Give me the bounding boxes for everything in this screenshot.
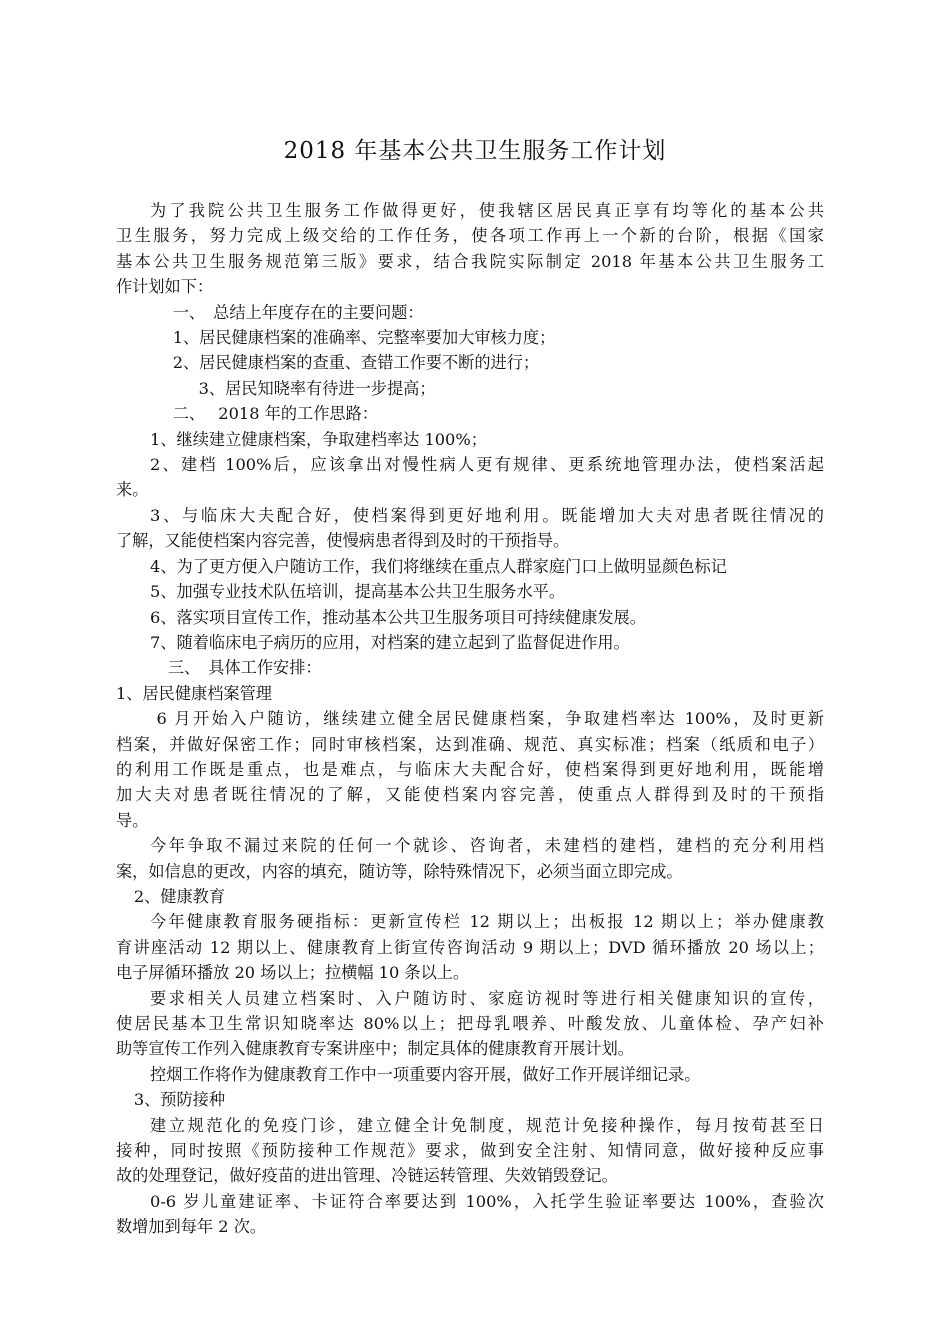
education-line-5: 使居民基本卫生常识知晓率达 80%以上；把母乳喂养、叶酸发放、儿童体检、孕产妇补 xyxy=(116,1014,824,1033)
education-line-2: 育讲座活动 12 期以上、健康教育上街宣传咨询活动 9 期以上；DVD 循环播放 20 场以上； xyxy=(116,937,824,957)
vaccination-line-5: 数增加到每年 2 次。 xyxy=(116,1217,267,1237)
vaccination-line-3: 故的处理登记，做好疫苗的进出管理、冷链运转管理、失效销毁登记。 xyxy=(116,1166,618,1186)
problem-item-1: 1、居民健康档案的准确率、完整率要加大审核力度； xyxy=(172,328,556,348)
section-heading-2: 二、 2018 年的工作思路： xyxy=(172,404,378,424)
problem-item-2: 2、居民健康档案的查重、查错工作要不断的进行； xyxy=(172,353,540,373)
intro-line-3: 基本公共卫生服务规范第三版》要求，结合我院实际制定 2018 年基本公共卫生服务工 xyxy=(116,251,824,271)
idea-item-5: 5、加强专业技术队伍培训，提高基本公共卫生服务水平。 xyxy=(150,582,566,602)
idea-item-1: 1、继续建立健康档案，争取建档率达 100%； xyxy=(150,429,487,449)
document-body xyxy=(116,198,824,1240)
subsection-heading-1: 1、居民健康档案管理 xyxy=(116,683,272,703)
section-heading-3: 三、 具体工作安排： xyxy=(167,658,322,678)
education-line-4: 要求相关人员建立档案时、入户随访时、家庭访视时等进行相关健康知识的宣传， xyxy=(150,988,824,1008)
education-line-6: 助等宣传工作列入健康教育专案讲座中；制定具体的健康教育开展计划。 xyxy=(116,1039,634,1059)
section-heading-1: 一、 总结上年度存在的主要问题： xyxy=(172,302,424,322)
intro-line-1: 为了我院公共卫生服务工作做得更好，使我辖区居民真正享有均等化的基本公共 xyxy=(150,201,824,220)
records-line-5: 导。 xyxy=(116,810,149,830)
education-line-3: 电子屏循环播放 20 场以上；拉横幅 10 条以上。 xyxy=(116,963,470,983)
idea-item-3-line-1: 3、与临床大夫配合好，使档案得到更好地利用。既能增加大夫对患者既往情况的 xyxy=(150,505,824,525)
idea-item-3-line-2: 了解，又能使档案内容完善，使慢病患者得到及时的干预指导。 xyxy=(116,531,570,551)
idea-item-2-line-1: 2、建档 100%后，应该拿出对慢性病人更有规律、更系统地管理办法，使档案活起 xyxy=(150,455,824,475)
vaccination-line-4: 0-6 岁儿童建证率、卡证符合率要达到 100%，入托学生验证率要达 100%，查验次 xyxy=(150,1191,824,1211)
idea-item-2-line-2: 来。 xyxy=(116,480,149,500)
education-line-7: 控烟工作将作为健康教育工作中一项重要内容开展，做好工作开展详细记录。 xyxy=(150,1064,701,1084)
records-line-3: 的利用工作既是重点，也是难点，与临床大夫配合好，使档案得到更好地利用，既能增 xyxy=(116,759,824,779)
idea-item-4: 4、为了更方便入户随访工作，我们将继续在重点人群家庭门口上做明显颜色标记 xyxy=(150,556,727,576)
intro-line-4: 作计划如下： xyxy=(116,277,214,297)
records-line-2: 档案，并做好保密工作；同时审核档案，达到准确、规范、真实标准；档案（纸质和电子） xyxy=(116,734,824,754)
idea-item-7: 7、随着临床电子病历的应用，对档案的建立起到了监督促进作用。 xyxy=(150,632,630,652)
records-line-1: 6 月开始入户随访，继续建立健全居民健康档案，争取建档率达 100%，及时更新 xyxy=(156,709,824,729)
problem-item-3: 3、居民知晓率有待进一步提高； xyxy=(198,378,436,398)
vaccination-line-2: 接种，同时按照《预防接种工作规范》要求，做到安全注射、知情同意，做好接种反应事 xyxy=(116,1141,824,1161)
records-line-7: 案，如信息的更改，内容的填充，随访等，除特殊情况下，必须当面立即完成。 xyxy=(116,861,683,881)
records-line-4: 加大夫对患者既往情况的了解，又能使档案内容完善，使重点人群得到及时的干预指 xyxy=(116,785,824,805)
subsection-heading-2: 2、健康教育 xyxy=(133,886,226,906)
intro-line-2: 卫生服务，努力完成上级交给的工作任务，使各项工作再上一个新的台阶，根据《国家 xyxy=(116,226,824,246)
subsection-heading-3: 3、预防接种 xyxy=(133,1090,226,1110)
document-title: 2018 年基本公共卫生服务工作计划 xyxy=(283,138,667,164)
education-line-1: 今年健康教育服务硬指标：更新宣传栏 12 期以上；出板报 12 期以上；举办健康教 xyxy=(150,912,824,932)
records-line-6: 今年争取不漏过来院的任何一个就诊、咨询者，未建档的建档，建档的充分利用档 xyxy=(150,836,824,856)
vaccination-line-1: 建立规范化的免疫门诊，建立健全计免制度，规范计免接种操作，每月按荀甚至日 xyxy=(150,1115,824,1135)
idea-item-6: 6、落实项目宣传工作，推动基本公共卫生服务项目可持续健康发展。 xyxy=(150,607,646,627)
